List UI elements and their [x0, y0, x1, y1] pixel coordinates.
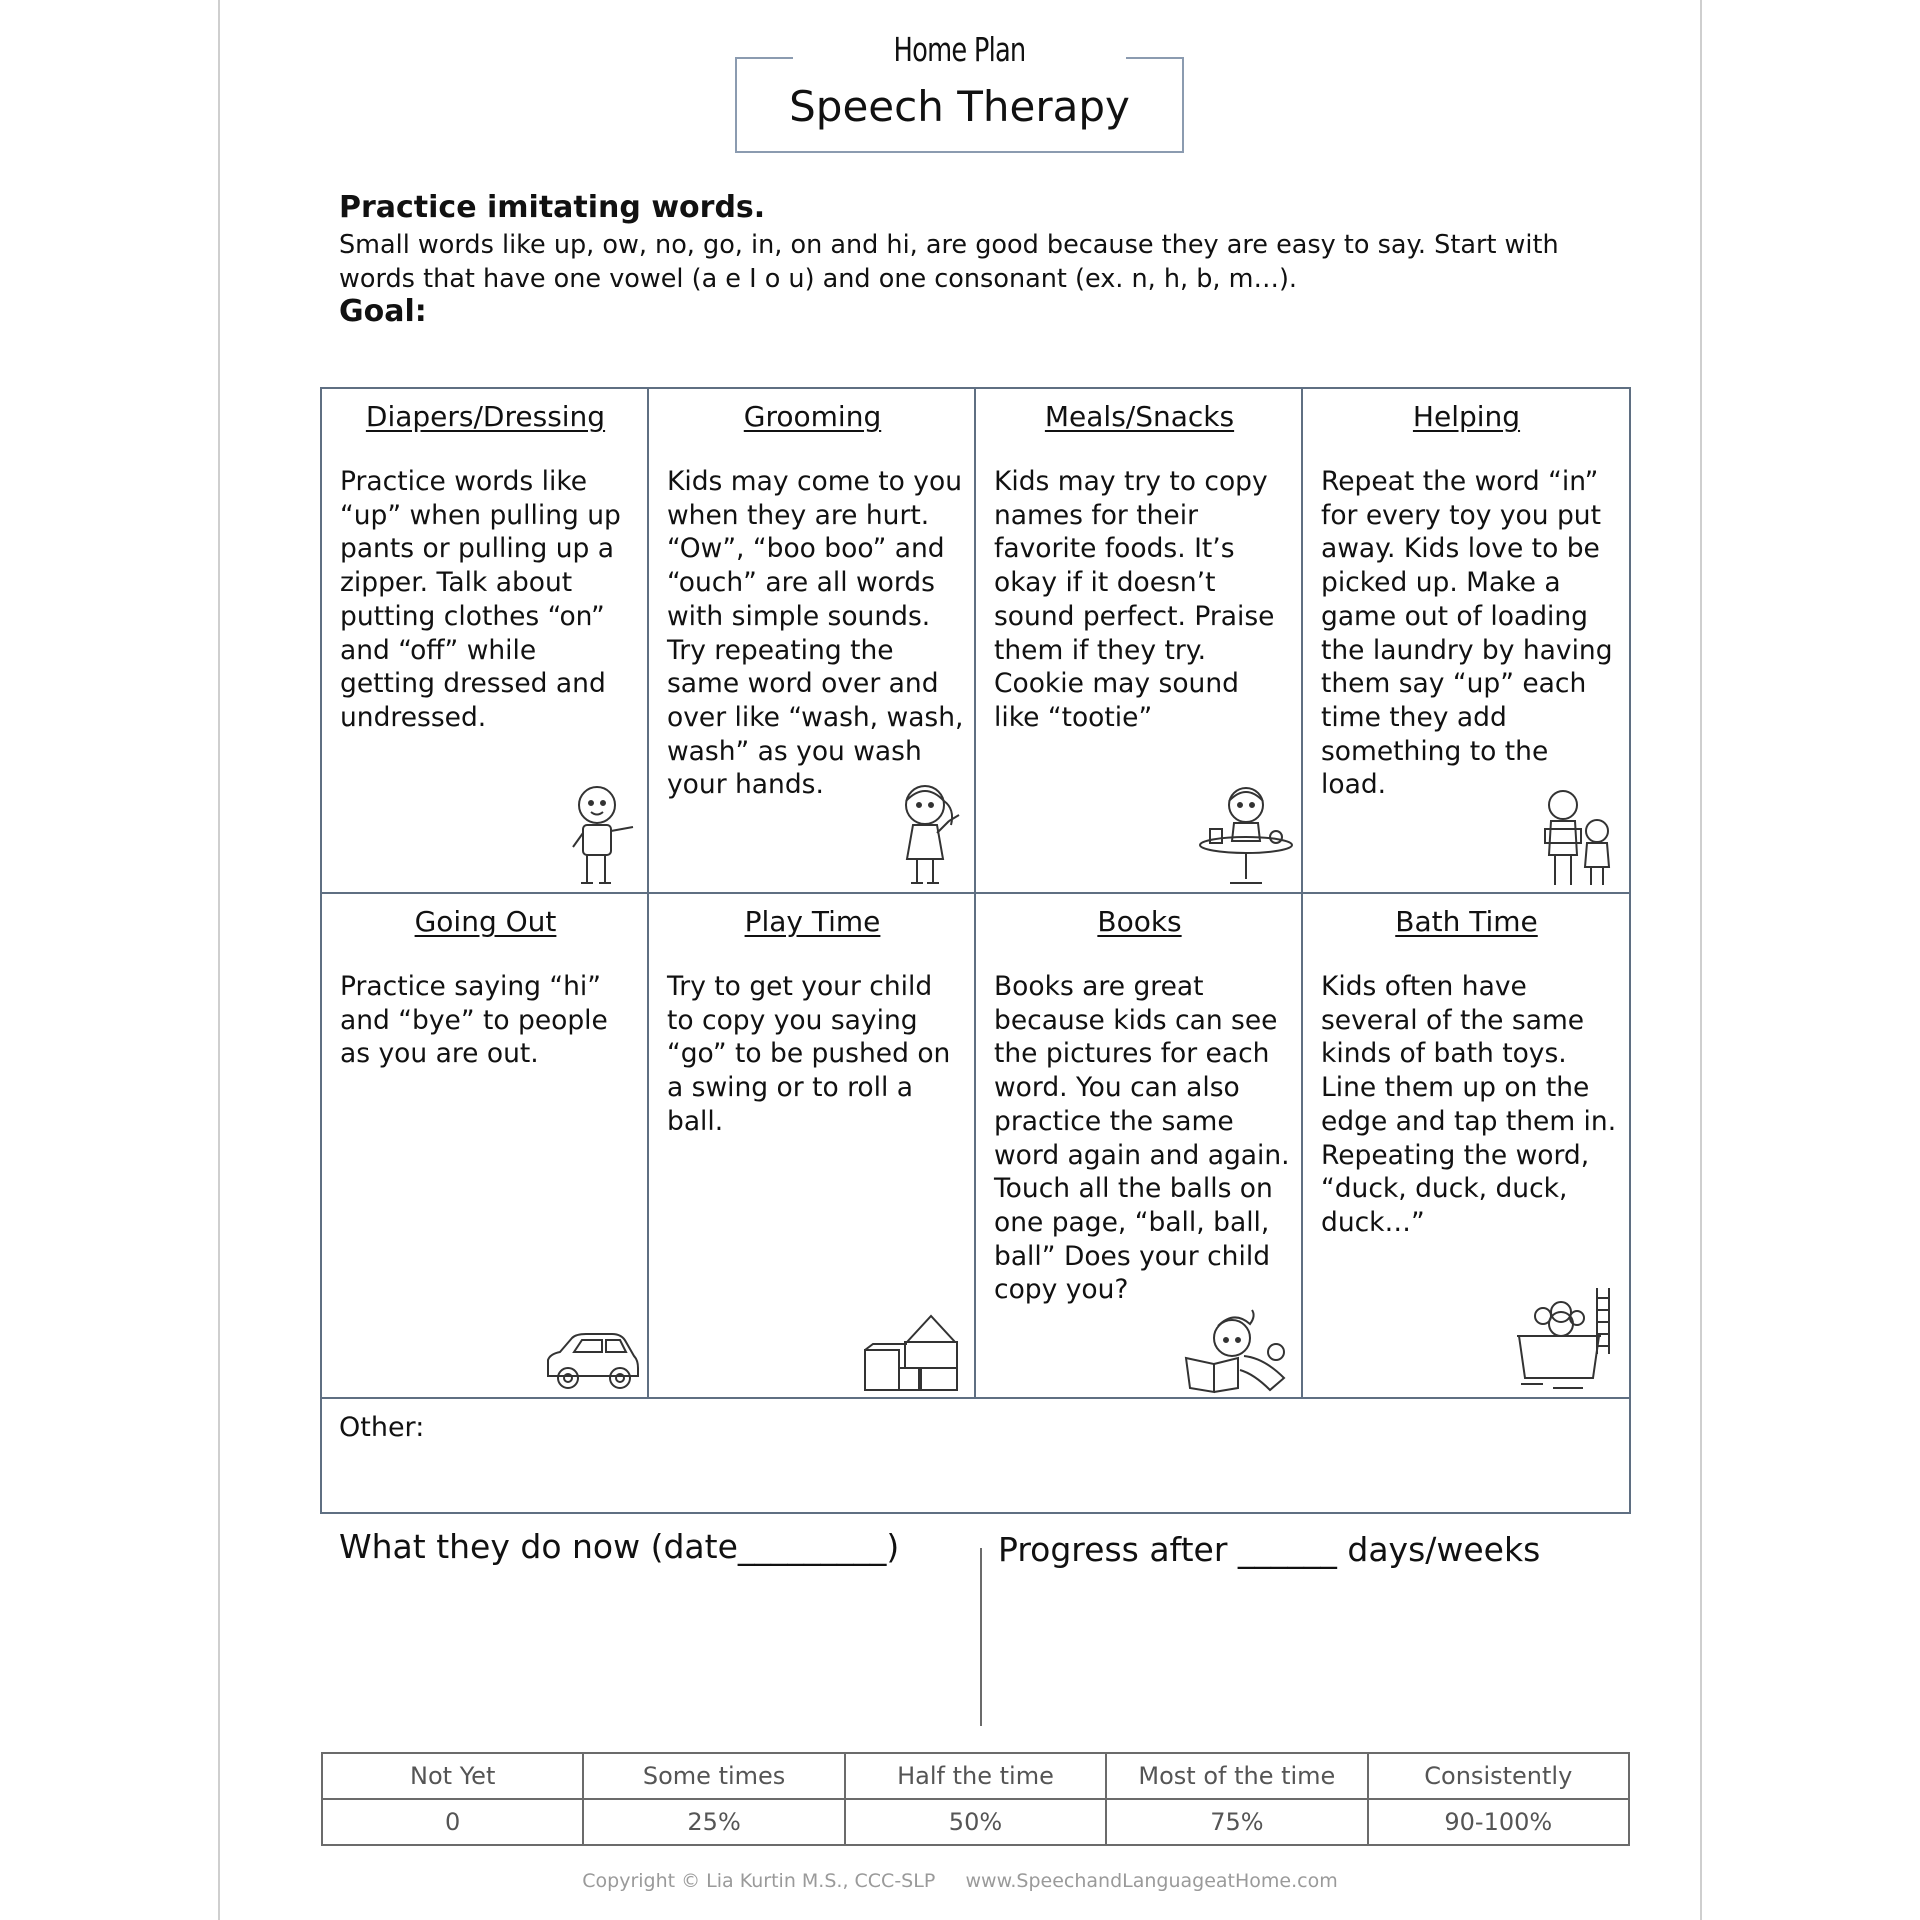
activity-cell-meals-snacks: [976, 389, 1303, 894]
scale-label: Consistently: [1368, 1753, 1629, 1799]
child-reading-icon: [1184, 1308, 1292, 1396]
car-icon: [542, 1330, 642, 1394]
progress-divider: [980, 1548, 982, 1726]
intro-heading: Practice imitating words.: [339, 190, 766, 225]
scale-value: 90-100%: [1368, 1799, 1629, 1845]
progress-scale-table: [321, 1752, 1630, 1846]
kids-helping-icon: [1535, 785, 1621, 889]
scale-value: 25%: [583, 1799, 844, 1845]
activity-title: Diapers/Dressing: [365, 400, 606, 433]
activity-cell-play-time: [649, 894, 976, 1399]
page-title: Speech Therapy: [789, 82, 1130, 131]
blocks-icon: [863, 1314, 967, 1394]
activity-title: Books: [1097, 905, 1182, 938]
activity-cell-going-out: [322, 894, 649, 1399]
activity-text: Kids may try to copy names for their favorite foods. It’s okay if it doesn’t sound perfect. Praise them if they try. Cookie may sound like “tootie”: [994, 466, 1275, 733]
other-label: Other:: [339, 1412, 425, 1443]
activity-grid: [320, 387, 1631, 1514]
activity-title: Going Out: [414, 905, 557, 938]
activity-title: Play Time: [744, 905, 881, 938]
scale-value: 0: [322, 1799, 583, 1845]
activity-title: Grooming: [743, 400, 882, 433]
activity-title: Bath Time: [1395, 905, 1538, 938]
header-kicker: Home Plan: [893, 30, 1026, 69]
intro-body: Small words like up, ow, no, go, in, on and hi, are good because they are easy to say. Start with words that have one vowel (a e I o u) and one consonant (ex. n, h, b, m…).: [339, 230, 1559, 294]
scale-label: Some times: [583, 1753, 844, 1799]
bathtub-icon: [1513, 1284, 1621, 1392]
scale-label-row: [322, 1753, 1629, 1799]
scale-value: 50%: [845, 1799, 1106, 1845]
activity-text: Practice words like “up” when pulling up pants or pulling up a zipper. Talk about putting clothes “on” and “off” while getting dressed and undressed.: [340, 466, 621, 733]
scale-value-row: [322, 1799, 1629, 1845]
activity-text: Repeat the word “in” for every toy you put away. Kids love to be picked up. Make a game out of loading the laundry by having them say “up” each time they add something to the load.: [1321, 466, 1613, 801]
activity-title: Helping: [1412, 400, 1521, 433]
footer: [218, 1870, 1702, 1892]
footer-copyright: Copyright © Lia Kurtin M.S., CCC-SLP: [582, 1870, 936, 1892]
activity-text: Books are great because kids can see the pictures for each word. You can also practice the same word again and again. Touch all the balls on one page, “ball, ball, ball” Does your child copy you?: [994, 971, 1290, 1306]
activity-cell-books: [976, 894, 1303, 1399]
activity-text: Kids may come to you when they are hurt. “Ow”, “boo boo” and “ouch” are all words with simple sounds. Try repeating the same word over and over like “wash, wash, wash” as you wash your hands.: [667, 466, 964, 801]
activity-cell-grooming: [649, 389, 976, 894]
goal-label: Goal:: [339, 294, 427, 329]
activity-title: Meals/Snacks: [1044, 400, 1235, 433]
footer-website: www.SpeechandLanguageatHome.com: [965, 1870, 1338, 1892]
scale-value: 75%: [1106, 1799, 1367, 1845]
scale-label: Half the time: [845, 1753, 1106, 1799]
activity-text: Try to get your child to copy you saying “go” to be pushed on a swing or to roll a ball.: [667, 971, 951, 1137]
activity-text: Practice saying “hi” and “bye” to people as you are out.: [340, 971, 608, 1070]
activity-cell-helping: [1303, 389, 1630, 894]
progress-after-label: Progress after ______ days/weeks: [998, 1530, 1541, 1569]
activity-cell-bath-time: [1303, 894, 1630, 1399]
girl-at-table-icon: [1196, 781, 1296, 889]
progress-now-label: What they do now (date_________): [339, 1527, 900, 1566]
girl-brushing-teeth-icon: [889, 779, 967, 889]
activity-text: Kids often have several of the same kinds of bath toys. Line them up on the edge and tap them in. Repeating the word, “duck, duck, duck, duck…”: [1321, 971, 1617, 1238]
activity-cell-diapers-dressing: [322, 389, 649, 894]
scale-label: Not Yet: [322, 1753, 583, 1799]
scale-label: Most of the time: [1106, 1753, 1367, 1799]
boy-dressing-icon: [567, 781, 639, 887]
